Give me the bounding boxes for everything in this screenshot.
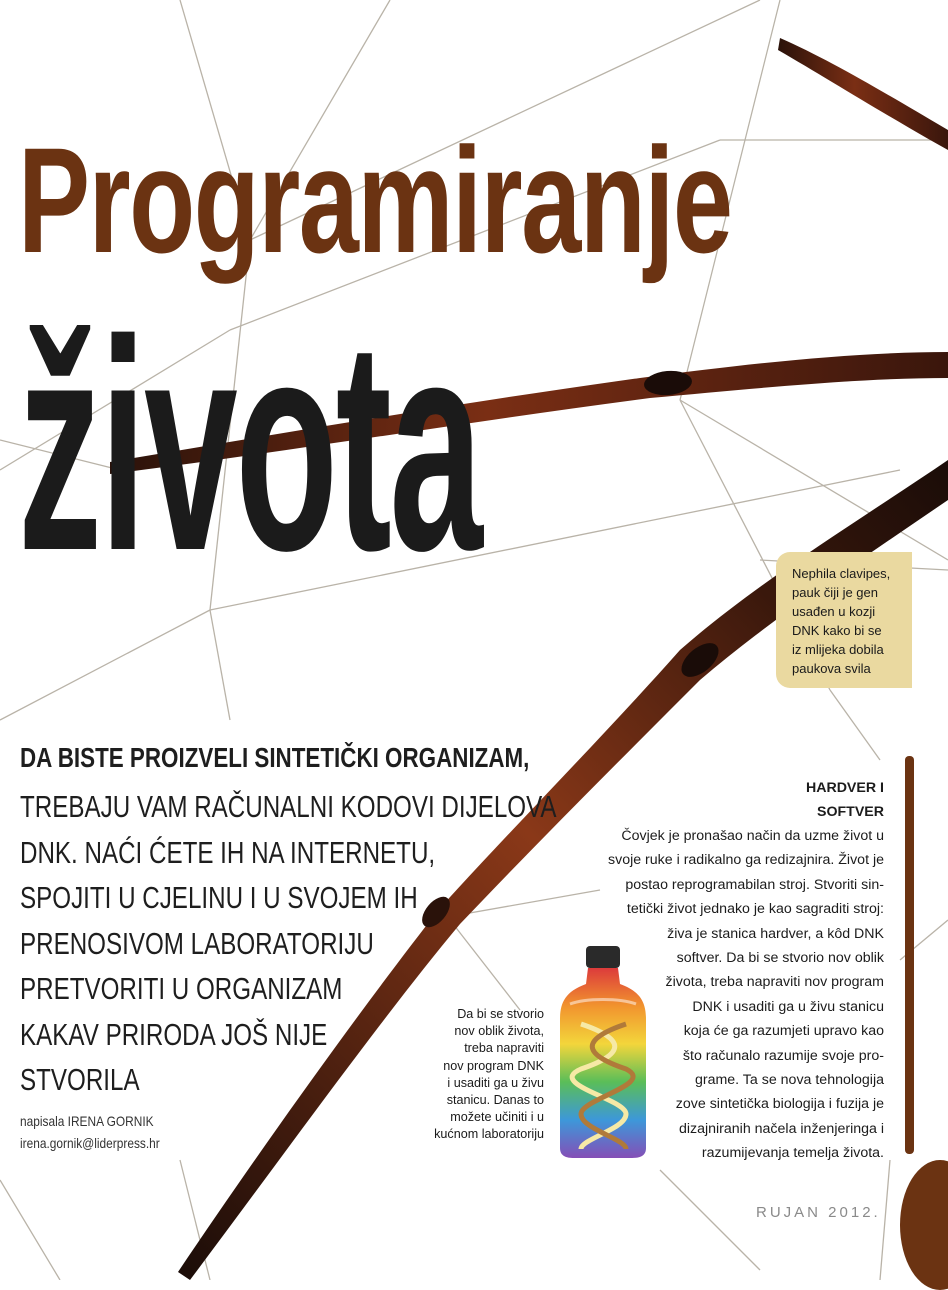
- lead-line: DNK. NAĆI ĆETE IH NA INTERNETU,: [20, 834, 436, 870]
- bottle-caption-line: kućnom laboratoriju: [434, 1127, 544, 1142]
- photo-caption-line: usađen u kozji: [792, 604, 876, 619]
- byline-email[interactable]: irena.gornik@liderpress.hr: [20, 1135, 160, 1151]
- article-line: Čovjek je pronašao način da uzme život u: [621, 828, 884, 844]
- bottle-caption-line: Da bi se stvorio: [457, 1007, 544, 1021]
- dna-bottle-illustration: [556, 944, 650, 1160]
- lead-line: TREBAJU VAM RAČUNALNI KODOVI DIJELOVA: [20, 789, 557, 824]
- article-line: koja će ga razumjeti upravo kao: [683, 1023, 884, 1040]
- byline: [20, 1110, 160, 1154]
- photo-caption-line: pauk čiji je gen: [792, 585, 878, 600]
- article-line: dizajniranih načela inženjeringa i: [678, 1120, 884, 1137]
- photo-caption-line: iz mlijeka dobila: [792, 642, 884, 657]
- article-heading-line: HARDVER I: [805, 780, 884, 796]
- lead-line: KAKAV PRIRODA JOŠ NIJE: [20, 1016, 328, 1052]
- byline-author: napisala IRENA GORNIK: [20, 1113, 154, 1129]
- article-line: što računalo razumije svoje pro-: [682, 1047, 884, 1064]
- bottle-caption-line: možete učiniti i u: [450, 1110, 544, 1125]
- bottle-caption-line: stanicu. Danas to: [446, 1093, 544, 1108]
- article-line: svoje ruke i radikalno ga redizajnira. Život je: [608, 852, 884, 869]
- bottle-caption-line: i usaditi ga u živu: [447, 1075, 544, 1090]
- footer-date: RUJAN 2012.: [756, 1204, 881, 1221]
- headline-programiranje: Programiranje: [18, 116, 732, 284]
- lead-line: SPOJITI U CJELINU I U SVOJEM IH: [20, 880, 418, 915]
- article-line: softver. Da bi se stvorio nov oblik: [676, 950, 884, 967]
- sidebar-accent-bar: [905, 756, 914, 1154]
- article-line: živa je stanica hardver, a kôd DNK: [667, 925, 884, 942]
- article-line: zove sintetička biologija i fuzija je: [675, 1096, 884, 1113]
- article-line: grame. Ta se nova tehnologija: [694, 1072, 884, 1089]
- lead-line: PRETVORITI U ORGANIZAM: [20, 971, 343, 1006]
- bottle-caption: [416, 1006, 544, 1144]
- photo-caption-line: DNK kako bi se: [792, 623, 882, 638]
- article-line: postao reprogramabilan stroj. Stvoriti sin-: [625, 876, 884, 893]
- article-heading: [580, 776, 884, 824]
- article-line: života, treba napraviti nov program: [665, 974, 884, 991]
- bottle-caption-line: nov program DNK: [443, 1058, 544, 1073]
- lead-bold: DA BISTE PROIZVELI SINTETIČKI ORGANIZAM,: [20, 742, 530, 773]
- lead-line: PRENOSIVOM LABORATORIJU: [20, 925, 374, 961]
- lead-line: STVORILA: [20, 1062, 140, 1097]
- photo-caption-line: Nephila clavipes,: [792, 566, 891, 581]
- bottle-caption-line: nov oblik života,: [454, 1024, 544, 1039]
- article-heading-line: SOFTVER: [816, 804, 884, 820]
- bottle-caption-line: treba napraviti: [464, 1041, 544, 1056]
- photo-caption-line: paukova svila: [792, 661, 871, 676]
- headline-zivota: života: [18, 277, 481, 613]
- article-line: razumijevanja temelja života.: [701, 1145, 884, 1162]
- photo-caption: [776, 552, 912, 688]
- article-line: tetički život jednako je kao sagraditi stroj:: [626, 901, 884, 918]
- article-line: DNK i usaditi ga u živu stanicu: [692, 998, 884, 1015]
